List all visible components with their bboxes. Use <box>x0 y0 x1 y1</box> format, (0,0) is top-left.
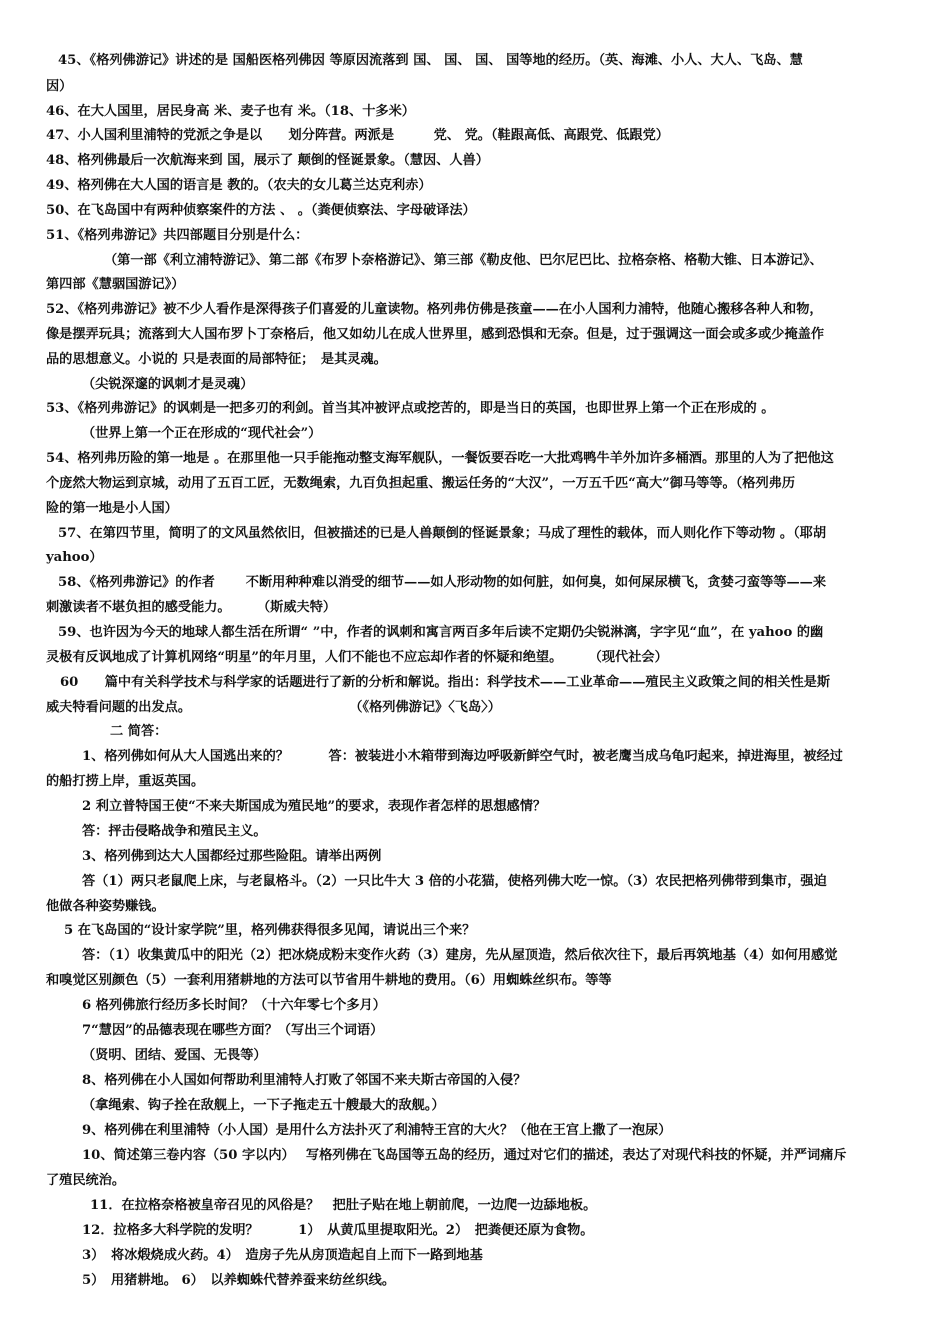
sa12-line: 12．拉格多大科学院的发明？ 1） 从黄瓜里提取阳光。2） 把粪便还原为食物。 <box>82 1223 594 1238</box>
q47-line: 47、小人国利里浦特的党派之争是以 划分阵营。两派是 党、 党。（鞋跟高低、高跟党、低跟党） <box>46 128 669 143</box>
q51-answer-line-1: （第一部《利立浦特游记》、第二部《布罗卜奈格游记》、第三部《勒皮他、巴尔尼巴比、拉格奈格、格勒大锥、日本游记》、 <box>104 253 823 268</box>
sa12-items-3-4: 3） 将冰煅烧成火药。4） 造房子先从房顶造起自上而下一路到地基 <box>82 1248 483 1263</box>
section-heading: 二 简答： <box>110 724 168 739</box>
q60-line-1: 60 篇中有关科学技术与科学家的话题进行了新的分析和解说。指出：科学技术——工业革命——殖民主义政策之间的相关性是斯 <box>60 675 831 690</box>
q45-line-1: 45、《格列佛游记》讲述的是 国船医格列佛因 等原因流落到 国、 国、 国、 国等地的经历。（英、海滩、小人、大人、飞岛、慧 <box>58 53 803 68</box>
sa12-items-5-6: 5） 用猪耕地。 6） 以养蜘蛛代替养蚕来纺丝织线。 <box>82 1273 396 1288</box>
sa8-question: 8、格列佛在小人国如何帮助利里浦特人打败了邻国不来夫斯古帝国的入侵？ <box>82 1073 527 1088</box>
q57-line-1: 57、在第四节里，简明了的文风虽然依旧，但被描述的已是人兽颠倒的怪诞景象；马成了理性的载体，而人则化作下等动物 。（耶胡 <box>58 526 827 541</box>
q54-line-3: 险的第一地是小人国） <box>46 501 178 516</box>
sa5-answer-line-1: 答：（1）收集黄瓜中的阳光（2）把冰烧成粉末变作火药（3）建房，先从屋顶造，然后依次往下，最后再筑地基（4）如何用感觉 <box>82 948 838 963</box>
q52-line-2: 像是摆弄玩具；流落到大人国布罗卜丁奈格后，他又如幼儿在成人世界里，感到恐惧和无奈。但是，过于强调这一面会或多或少掩盖作 <box>46 327 825 342</box>
sa7-question: 7“慧因”的品德表现在哪些方面？（写出三个词语） <box>82 1023 384 1038</box>
sa1-line-1: 1、格列佛如何从大人国逃出来的？ 答：被装进小木箱带到海边呼吸新鲜空气时，被老鹰当成乌龟叼起来，掉进海里，被经过 <box>82 749 843 764</box>
q50-line: 50、在飞岛国中有两种侦察案件的方法 、 。（粪便侦察法、字母破译法） <box>46 203 476 218</box>
q51-line: 51、《格列弗游记》共四部题目分别是什么： <box>46 228 309 243</box>
q54-line-1: 54、格列弗历险的第一地是 。在那里他一只手能拖动整支海军舰队，一餐饭要吞吃一大批鸡鸭牛羊外加许多桶酒。那里的人为了把他这 <box>46 451 834 466</box>
q52-answer: （尖锐深邃的讽刺才是灵魂） <box>82 377 254 392</box>
sa5-question: 5 在飞岛国的“设计家学院”里，格列佛获得很多见闻，请说出三个来？ <box>64 923 476 938</box>
q58-line-1: 58、《格列弗游记》的作者 不断用种种难以消受的细节——如人形动物的如何脏，如何臭，如何屎尿横飞，贪婪刁蛮等等——来 <box>58 575 827 590</box>
q51-answer-line-2: 第四部《慧骃国游记》） <box>46 277 185 292</box>
sa2-answer: 答：抨击侵略战争和殖民主义。 <box>82 824 267 839</box>
q48-line: 48、格列佛最后一次航海来到 国，展示了 颠倒的怪诞景象。（慧因、人兽） <box>46 153 489 168</box>
sa3-answer-line-1: 答（1）两只老鼠爬上床，与老鼠格斗。（2）一只比牛大 3 倍的小花猫，使格列佛大吃一惊。（3）农民把格列佛带到集市，强迫 <box>82 874 827 889</box>
q59-line-2: 灵极有反讽地成了计算机网络“明星”的年月里，人们不能也不应忘却作者的怀疑和绝望。 （现代社会） <box>46 650 668 665</box>
q53-line: 53、《格列弗游记》的讽刺是一把多刃的利剑。首当其冲被评点或挖苦的，即是当日的英国，也即世界上第一个正在形成的 。 <box>46 401 775 416</box>
sa7-answer: （贤明、团结、爱国、无畏等） <box>82 1048 267 1063</box>
sa8-answer: （拿绳索、钩子拴在敌舰上，一下子拖走五十艘最大的敌舰。） <box>82 1098 445 1113</box>
sa10-line-2: 了殖民统治。 <box>46 1173 126 1188</box>
sa5-answer-line-2: 和嗅觉区别颜色（5）一套利用猪耕地的方法可以节省用牛耕地的费用。（6）用蜘蛛丝织布。等等 <box>46 973 612 988</box>
sa6-line: 6 格列佛旅行经历多长时间？（十六年零七个多月） <box>82 998 386 1013</box>
q58-line-2: 刺激读者不堪负担的感受能力。 （斯威夫特） <box>46 600 337 615</box>
q52-line-1: 52、《格列弗游记》被不少人看作是深得孩子们喜爱的儿童读物。格列弗仿佛是孩童——在小人国利力浦特，他随心搬移各种人和物， <box>46 302 823 317</box>
q45-line-2: 因） <box>46 79 73 94</box>
sa3-question: 3、格列佛到达大人国都经过那些险阻。请举出两例 <box>82 849 382 864</box>
sa10-line-1: 10、简述第三卷内容（50 字以内） 写格列佛在飞岛国等五岛的经历，通过对它们的描述，表达了对现代科技的怀疑，并严词痛斥 <box>82 1148 847 1163</box>
q57-line-2: yahoo） <box>46 550 103 565</box>
q49-line: 49、格列佛在大人国的语言是 教的。（农夫的女儿葛兰达克利赤） <box>46 178 432 193</box>
sa11-line: 11．在拉格奈格被皇帝召见的风俗是？ 把肚子贴在地上朝前爬，一边爬一边舔地板。 <box>90 1198 597 1213</box>
sa2-question: 2 利立普特国王使“不来夫斯国成为殖民地”的要求，表现作者怎样的思想感情？ <box>82 799 547 814</box>
q53-answer: （世界上第一个正在形成的“现代社会”） <box>82 426 322 441</box>
q59-line-1: 59、也许因为今天的地球人都生活在所谓“ ”中，作者的讽刺和寓言两百多年后读不定期仍尖锐淋漓，字字见“血”，在 yahoo 的幽 <box>58 625 824 640</box>
q60-line-2: 威夫特看问题的出发点。 （《格列佛游记》〈飞岛〉） <box>46 700 501 715</box>
q54-line-2: 个庞然大物运到京城，动用了五百工匠，无数绳索，九百负担起重、搬运任务的“大汉”，一万五千匹“高大”御马等等。（格列弗历 <box>46 476 796 491</box>
q46-line: 46、在大人国里，居民身高 米、麦子也有 米。（18、十多米） <box>46 104 415 119</box>
sa3-answer-line-2: 他做各种姿势赚钱。 <box>46 899 165 914</box>
sa1-line-2: 的船打捞上岸，重返英国。 <box>46 774 205 789</box>
sa9-line: 9、格列佛在利里浦特（小人国）是用什么方法扑灭了利浦特王宫的大火？（他在王宫上撒了一泡尿） <box>82 1123 672 1138</box>
q52-line-3: 品的思想意义。小说的 只是表面的局部特征； 是其灵魂。 <box>46 352 387 367</box>
